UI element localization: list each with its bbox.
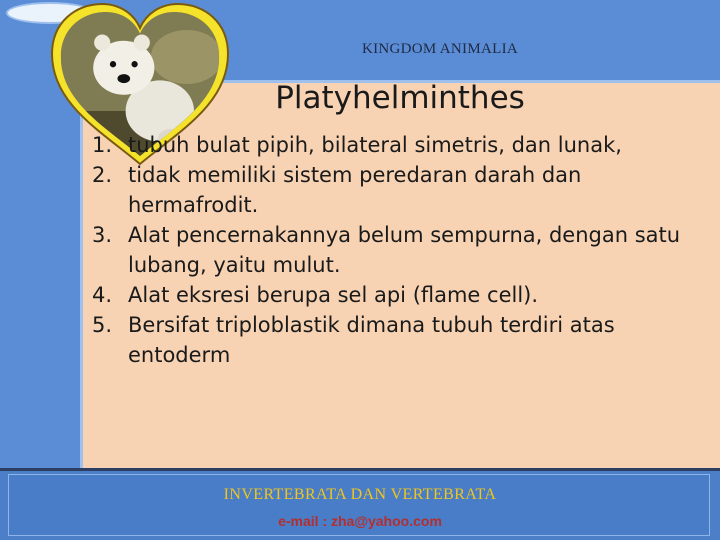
list-item [92,220,692,280]
list-item [92,310,692,370]
item-text: Bersifat triploblastik dimana tubuh terdiri atas entoderm [128,313,615,367]
item-text: tidak memiliki sistem peredaran darah dan hermafrodit. [128,163,582,217]
list-item [92,160,692,220]
slide-title: Platyhelminthes [275,80,525,116]
footer-email: e-mail : zha@yahoo.com [278,513,442,529]
item-number: 4. [92,283,113,307]
item-number: 5. [92,313,113,337]
list-item [92,280,692,310]
item-text: Alat pencernakannya belum sempurna, dengan satu lubang, yaitu mulut. [128,223,681,277]
footer-title: INVERTEBRATA DAN VERTEBRATA [223,486,497,503]
item-text: Alat eksresi berupa sel api (flame cell). [128,283,539,307]
footer-divider [0,468,720,471]
list-item [92,130,692,160]
item-text: tubuh bulat pipih, bilateral simetris, dan lunak, [128,133,622,157]
header-title: KINGDOM ANIMALIA [361,41,519,57]
item-number: 3. [92,223,113,247]
point-list [92,130,692,370]
item-number: 1. [92,133,113,157]
item-number: 2. [92,163,113,187]
